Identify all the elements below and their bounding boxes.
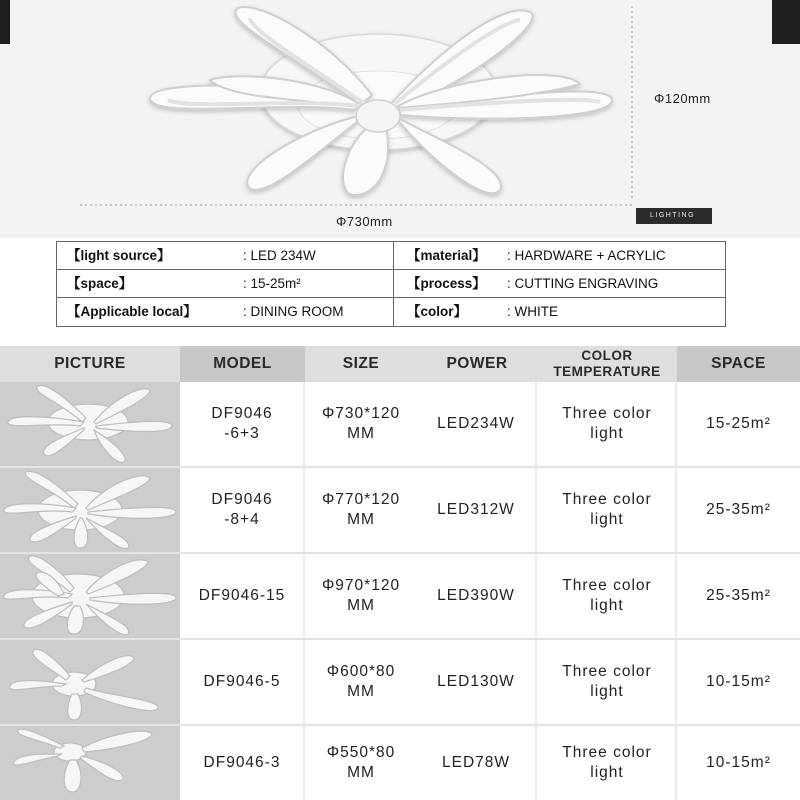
size-text: Φ550*80 (326, 744, 396, 761)
product-thumbnail (0, 554, 180, 638)
product-thumbnail (0, 468, 180, 552)
product-thumbnail (0, 640, 180, 724)
size-cell (305, 468, 417, 552)
spec-key: 【material】 (407, 248, 486, 263)
space-cell: 25-35m² (706, 587, 771, 604)
color-temp-text-line2: light (590, 511, 624, 528)
spec-key: 【light source】 (67, 248, 171, 263)
chandelier-thumbnail-icon (0, 382, 180, 466)
table-row (0, 382, 800, 466)
product-photo (0, 0, 800, 238)
size-text: Φ600*80 (326, 663, 396, 680)
size-unit: MM (347, 764, 375, 781)
chandelier-thumbnail-icon (0, 726, 180, 800)
spec-value: : LED 234W (243, 248, 316, 263)
power-cell: LED130W (437, 673, 515, 690)
color-temp-text-line2: light (590, 764, 624, 781)
header-space: SPACE (677, 346, 800, 382)
color-temp-text: Three color (562, 744, 652, 761)
header-color-temperature (537, 346, 677, 382)
size-unit: MM (347, 597, 375, 614)
size-unit: MM (347, 425, 375, 442)
color-temp-cell (537, 468, 677, 552)
size-unit: MM (347, 683, 375, 700)
spec-key: 【color】 (407, 304, 468, 319)
color-temp-text: Three color (562, 663, 652, 680)
color-temp-text-line2: light (590, 597, 624, 614)
space-cell: 15-25m² (706, 415, 771, 432)
size-text: Φ970*120 (321, 577, 401, 594)
height-label: Φ120mm (654, 91, 711, 106)
table-row (0, 640, 800, 724)
size-cell (305, 554, 417, 638)
header-power: POWER (446, 355, 508, 372)
header-picture: PICTURE (54, 355, 126, 372)
color-temp-text-line2: light (590, 683, 624, 700)
table-row (0, 468, 800, 552)
model-cell (180, 382, 304, 466)
brand-tag: LIGHTING (636, 208, 712, 224)
spec-row (57, 298, 725, 326)
spec-row (57, 270, 725, 298)
power-cell: LED390W (437, 587, 515, 604)
spec-row (57, 242, 725, 270)
color-temp-cell (537, 554, 677, 638)
size-unit: MM (347, 511, 375, 528)
size-cell (305, 726, 417, 800)
model-table-header (0, 346, 800, 382)
color-temp-text-line2: light (590, 425, 624, 442)
space-cell: 10-15m² (706, 673, 771, 690)
product-thumbnail (0, 382, 180, 466)
size-cell (305, 640, 417, 724)
power-cell: LED234W (437, 415, 515, 432)
color-temp-cell (537, 382, 677, 466)
chandelier-thumbnail-icon (0, 468, 180, 552)
size-text: Φ770*120 (321, 491, 401, 508)
chandelier-thumbnail-icon (0, 554, 180, 638)
model-cell: DF9046-3 (203, 754, 281, 771)
chandelier-illustration (0, 0, 800, 238)
header-color-temp-line2: TEMPERATURE (553, 364, 661, 379)
size-cell (305, 382, 417, 466)
chandelier-thumbnail-icon (0, 640, 180, 724)
table-row (0, 726, 800, 800)
spec-value: : HARDWARE + ACRYLIC (507, 248, 666, 263)
table-row (0, 554, 800, 638)
space-cell: 10-15m² (706, 754, 771, 771)
model-text-line2: -6+3 (224, 425, 260, 442)
spec-key: 【Applicable local】 (67, 304, 197, 319)
model-cell: DF9046-15 (198, 587, 286, 604)
header-size: SIZE (342, 355, 380, 372)
color-temp-text: Three color (562, 491, 652, 508)
spec-value: : 15-25m² (243, 276, 301, 291)
spec-value: : CUTTING ENGRAVING (507, 276, 659, 291)
color-temp-cell (537, 640, 677, 724)
size-text: Φ730*120 (321, 405, 401, 422)
model-text: DF9046 (211, 405, 273, 422)
header-model: MODEL (180, 346, 305, 382)
spec-key: 【process】 (407, 276, 486, 291)
header-color-temp-line1: COLOR (581, 348, 633, 363)
spec-value: : WHITE (507, 304, 558, 319)
color-temp-cell (537, 726, 677, 800)
space-cell: 25-35m² (706, 501, 771, 518)
spec-key: 【space】 (67, 276, 133, 291)
power-cell: LED78W (441, 754, 511, 771)
product-thumbnail (0, 726, 180, 800)
model-cell (180, 468, 304, 552)
power-cell: LED312W (437, 501, 515, 518)
model-text: DF9046 (211, 491, 273, 508)
color-temp-text: Three color (562, 405, 652, 422)
color-temp-text: Three color (562, 577, 652, 594)
spec-table (56, 241, 726, 327)
spec-value: : DINING ROOM (243, 304, 344, 319)
diameter-label: Φ730mm (336, 214, 393, 229)
model-cell: DF9046-5 (203, 673, 281, 690)
model-text-line2: -8+4 (224, 511, 260, 528)
